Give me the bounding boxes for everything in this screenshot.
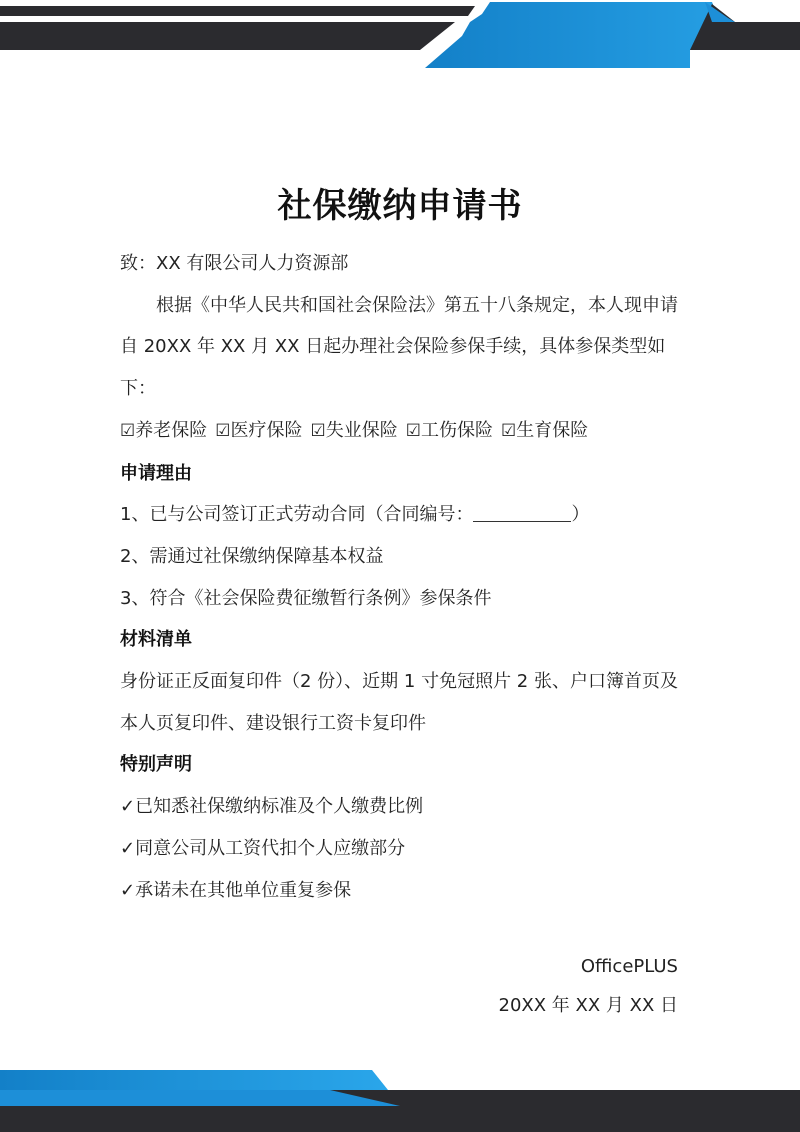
insurance-option-label: 失业保险 (325, 419, 398, 441)
checkbox-checked-icon[interactable]: ☑ (120, 420, 136, 441)
reason-item-1-text: 1、已与公司签订正式劳动合同（合同编号： (120, 504, 474, 526)
document-body (120, 243, 692, 911)
checkbox-checked-icon[interactable]: ☑ (310, 420, 326, 441)
reasons-heading: 申请理由 (120, 462, 192, 484)
checkbox-checked-icon[interactable]: ☑ (215, 420, 231, 441)
body-paragraph: 根据《中华人民共和国社会保险法》第五十八条规定，本人现申请自 20XX 年 XX 月 XX 日起办理社会保险参保手续，具体参保类型如下： (120, 294, 678, 400)
checkbox-checked-icon[interactable]: ☑ (501, 420, 517, 441)
insurance-option-3[interactable] (311, 420, 398, 441)
signature-date: 20XX 年 XX 月 XX 日 (498, 995, 678, 1016)
declaration-item-1: ✓已知悉社保缴纳标准及个人缴费比例 (120, 796, 424, 818)
insurance-option-label: 工伤保险 (421, 419, 493, 441)
recipient-line: 致：XX 有限公司人力资源部 (120, 253, 349, 274)
header-decoration (0, 0, 800, 70)
insurance-option-5[interactable] (501, 420, 588, 441)
checkbox-checked-icon[interactable]: ☑ (405, 420, 421, 441)
declaration-heading: 特别声明 (120, 754, 192, 776)
reason-item-1 (120, 494, 692, 536)
insurance-option-2[interactable] (215, 420, 302, 441)
insurance-option-4[interactable] (406, 420, 493, 441)
materials-heading: 材料清单 (120, 629, 192, 651)
insurance-type-list (120, 410, 692, 453)
signature-name: OfficePLUS (580, 956, 678, 977)
reason-item-3: 3、符合《社会保险费征缴暂行条例》参保条件 (120, 587, 492, 609)
footer-decoration (0, 1062, 800, 1132)
reason-item-2: 2、需通过社保缴纳保障基本权益 (120, 545, 384, 567)
reason-item-1-close: ） (571, 504, 590, 526)
insurance-option-label: 生育保险 (516, 419, 589, 441)
insurance-option-1[interactable] (120, 420, 207, 441)
declaration-item-3: ✓承诺未在其他单位重复参保 (120, 879, 352, 901)
signature-block (499, 947, 679, 1025)
insurance-option-label: 医疗保险 (230, 419, 303, 441)
insurance-option-label: 养老保险 (135, 419, 208, 441)
materials-text: 身份证正反面复印件（2 份）、近期 1 寸免冠照片 2 张、户口簿首页及本人页复印件、建设银行工资卡复印件 (120, 671, 678, 734)
contract-number-blank[interactable] (473, 503, 571, 522)
declaration-item-2: ✓同意公司从工资代扣个人应缴部分 (120, 837, 406, 859)
document-title: 社保缴纳申请书 (277, 186, 523, 226)
